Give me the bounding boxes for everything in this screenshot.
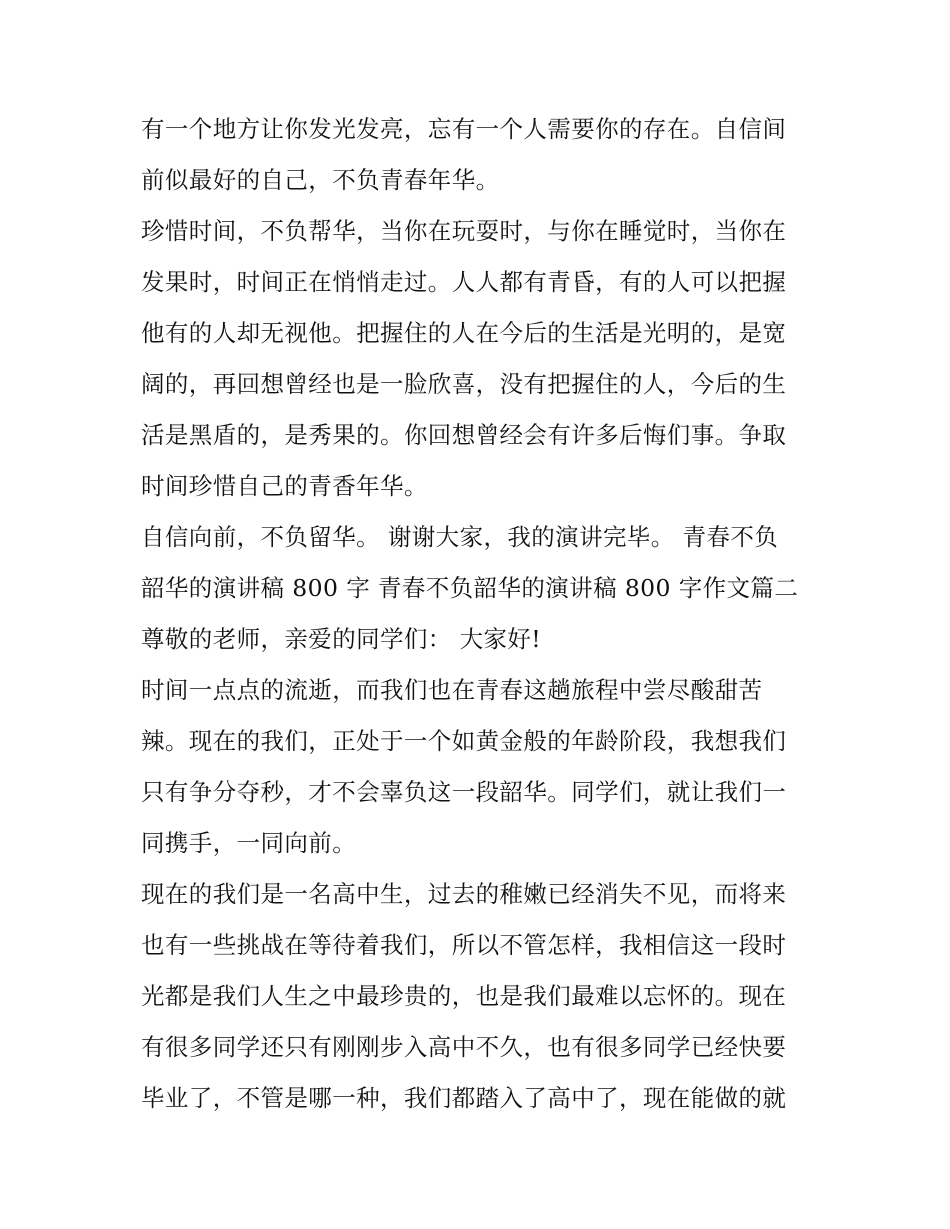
- text-line: 自信向前，不负留华。 谢谢大家，我的演讲完毕。 青春不负: [141, 523, 779, 551]
- body-text: [141, 104, 813, 1124]
- text-line: 珍惜时间，不负帮华，当你在玩耍时，与你在睡觉时，当你在: [141, 217, 787, 245]
- text-line: 毕业了，不管是哪一种，我们都踏入了高中了，现在能做的就: [141, 1084, 787, 1112]
- text-line: 韶华的演讲稿 800 字 青春不负韶华的演讲稿 800 字作文篇二: [141, 574, 799, 602]
- text-line: 只有争分夺秒，才不会辜负这一段韶华。同学们，就让我们一: [141, 778, 787, 806]
- text-line: 时间珍惜自己的青香年华。: [141, 472, 428, 500]
- text-line: 光都是我们人生之中最珍贵的，也是我们最难以忘怀的。现在: [141, 982, 787, 1010]
- text-line: 他有的人却无视他。把握住的人在今后的生活是光明的，是宽: [141, 319, 787, 347]
- text-line: 活是黑盾的，是秀果的。你回想曾经会有许多后悔们事。争取: [141, 421, 787, 449]
- text-line: 有一个地方让你发光发亮，忘有一个人需要你的存在。自信间: [141, 115, 787, 143]
- text-line: 同携手，一同向前。: [141, 829, 357, 857]
- text-line: 阔的，再回想曾经也是一脸欣喜，没有把握住的人，今后的生: [141, 370, 787, 398]
- text-line: 有很多同学还只有刚刚步入高中不久，也有很多同学已经快要: [141, 1033, 787, 1061]
- text-line: 时间一点点的流逝，而我们也在青春这趟旅程中尝尽酸甜苦: [141, 676, 763, 704]
- text-line: 现在的我们是一名高中生，过去的稚嫩已经消失不见，而将来: [141, 880, 787, 908]
- text-line: 也有一些挑战在等待着我们，所以不管怎样，我相信这一段时: [141, 931, 787, 959]
- text-line: 尊敬的老师，亲爱的同学们： 大家好!: [141, 625, 542, 653]
- text-line: 发果时，时间正在悄悄走过。人人都有青昏，有的人可以把握: [141, 268, 787, 296]
- text-line: 前似最好的自己，不负青春年华。: [141, 166, 500, 194]
- text-line: 辣。现在的我们，正处于一个如黄金般的年龄阶段，我想我们: [141, 727, 787, 755]
